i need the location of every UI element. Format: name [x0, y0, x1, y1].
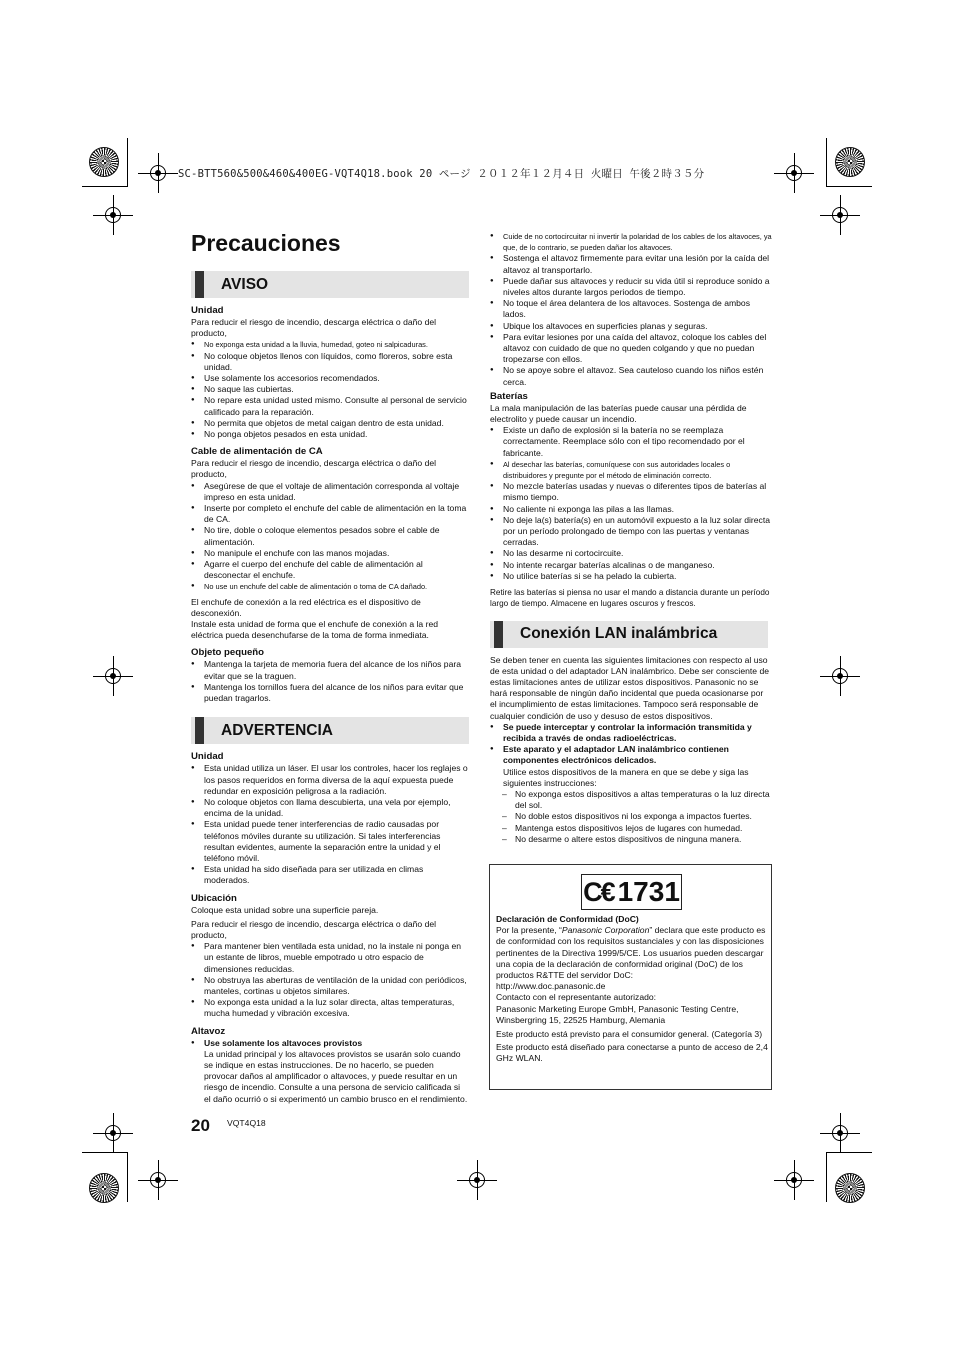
registration-rosette-tr — [835, 147, 865, 177]
section-bar-lan — [490, 621, 768, 648]
list-item: ● Se puede interceptar y controlar la información transmitida y recibida a través de ondas radioeléctricas. — [490, 722, 772, 744]
page-number: 20 — [191, 1116, 210, 1135]
list-item: ● Al desechar las baterías, comuníquese con sus autoridades locales o distribuidores y pregunte por el método de eliminación correcto. — [490, 459, 772, 481]
list-item: ● No mezcle baterías usadas y nuevas o diferentes tipos de baterías al mismo tiempo. — [490, 481, 772, 503]
section-heading: Conexión LAN inalámbrica — [520, 625, 718, 643]
list-item: ● No obstruya las aberturas de ventilación de la unidad con periódicos, manteles, cortinas u objetos similares. — [191, 975, 469, 997]
crosshair-mark — [138, 1160, 178, 1200]
crosshair-mark — [93, 195, 133, 235]
bullet-list — [191, 659, 469, 704]
dash-list — [502, 789, 772, 845]
paragraph: Instale esta unidad de forma que el enchufe de conexión a la red eléctrica pueda desenchufarse de la toma de forma inmediata. — [191, 619, 439, 641]
list-item: ● Este aparato y el adaptador LAN inalámbrico contienen componentes electrónicos delicados. — [490, 744, 772, 766]
ce-icon: C€ — [583, 876, 614, 907]
crosshair-mark — [774, 1160, 814, 1200]
list-item: ● Para mantener bien ventilada esta unidad, no la instale ni ponga en un estante de libros, mueble empotrado u otro espacio de dimensiones reducidas. — [191, 941, 469, 975]
list-item: – Mantenga estos dispositivos lejos de lugares con humedad. — [502, 823, 772, 834]
bullet-list — [490, 231, 772, 388]
list-item: ● No permita que objetos de metal caigan dentro de esta unidad. — [191, 418, 469, 429]
list-item: ● Use solamente los accesorios recomendados. — [191, 373, 469, 384]
trim-line — [826, 1152, 872, 1153]
left-column — [191, 271, 469, 1105]
list-item: ● Asegúrese de que el voltaje de alimentación corresponda al voltaje impreso en esta unidad. — [191, 481, 469, 503]
paragraph: El enchufe de conexión a la red eléctrica es el dispositivo de desconexión. — [191, 596, 421, 618]
list-item: ● No exponga esta unidad a la luz solar directa, altas temperaturas, mucha humedad y vibración excesiva. — [191, 997, 469, 1019]
bullet-list — [191, 1038, 469, 1049]
text-fragment: ” declara que este producto es de conformidad con los requisitos sustanciales y con las disposiciones pertinentes de la Directiva 1999/5/CE. Los usuarios pueden descargar una copia de la declaración de conformidad original (DoC) de los productos R&TTE del servidor DoC: — [496, 925, 766, 981]
subheading: Unidad — [191, 751, 224, 763]
list-item: ● No ponga objetos pesados en esta unidad. — [191, 429, 469, 440]
list-item: ● Puede dañar sus altavoces y reducir su vida útil si reproduce sonido a niveles altos durante largos periodos de tiempo. — [490, 276, 772, 298]
crosshair-mark — [820, 656, 860, 696]
bullet-list — [191, 339, 469, 440]
list-item: ● No toque el área delantera de los altavoces. Sostenga de ambos lados. — [490, 298, 772, 320]
list-item: ● Cuide de no cortocircuitar ni invertir la polaridad de los cables de los altavoces, ya que, de lo contrario, se pueden dañar los altavoces. — [490, 231, 772, 253]
trim-line — [826, 138, 827, 186]
list-item: ● No se apoye sobre el altavoz. Sea cauteloso cuando los niños estén cerca. — [490, 365, 772, 387]
subheading: Ubicación — [191, 892, 237, 904]
list-item: ● No las desarme ni cortocircuite. — [490, 548, 772, 559]
list-item: ● No saque las cubiertas. — [191, 384, 469, 395]
trim-line — [826, 186, 872, 187]
paragraph: Este producto está diseñado para conectarse a punto de acceso de 2,4 GHz WLAN. — [496, 1042, 768, 1064]
list-item: ● No deje la(s) batería(s) en un automóvil expuesto a la luz solar directa por un período prolongado de tiempo con las puertas y ventanas cerradas. — [490, 515, 772, 549]
list-item: ● Use solamente los altavoces provistos — [191, 1038, 469, 1049]
paragraph: Coloque esta unidad sobre una superficie pareja. — [191, 904, 379, 915]
list-item: ● Agarre el cuerpo del enchufe del cable de alimentación al desconectar el enchufe. — [191, 559, 469, 581]
crosshair-mark — [138, 153, 178, 193]
registration-rosette-tl — [89, 147, 119, 177]
bullet-list — [490, 722, 772, 767]
list-item: ● No coloque objetos con llama descubierta, una vela por ejemplo, encima de la unidad. — [191, 797, 469, 819]
crosshair-mark — [93, 1113, 133, 1153]
crosshair-mark — [820, 1113, 860, 1153]
right-column — [490, 231, 772, 845]
bullet-list — [191, 763, 469, 886]
list-item: ● Para evitar lesiones por una caída del altavoz, coloque los cables del altavoz con cuidado de que no queden colgando y que no puedan tropezarse con ellos. — [490, 332, 772, 366]
bullet-list — [191, 941, 469, 1019]
list-item: ● Inserte por completo el enchufe del cable de alimentación en la toma de CA. — [191, 503, 469, 525]
paragraph: Contacto con el representante autorizado: — [496, 992, 657, 1003]
paragraph: Para reducir el riesgo de incendio, descarga eléctrica o daño del producto, — [191, 918, 437, 940]
trim-line — [127, 1152, 128, 1202]
paragraph: La mala manipulación de las baterías puede causar una pérdida de electrolito y puede causar un incendio. — [490, 402, 747, 425]
list-item: ● No use un enchufe del cable de alimentación o toma de CA dañado. — [191, 581, 469, 592]
subheading: Altavoz — [191, 1025, 226, 1037]
section-heading: ADVERTENCIA — [221, 722, 333, 740]
trim-line — [82, 1152, 128, 1153]
ce-number: 1731 — [617, 876, 680, 907]
paragraph: Se deben tener en cuenta las siguientes limitaciones con respecto al uso de esta unidad o del adaptador LAN inalámbrico. Debe ser consciente de estas limitaciones antes de utilizar estos dispositivos. Panasonic no se hará responsable de ningún daño incidental que pueda ocasionarse por el incumplimiento de estas limitaciones. Tampoco será responsable de cualquier condición de uso y desuso de estos dispositivos. — [490, 654, 769, 721]
doc-text — [496, 914, 768, 1065]
crosshair-mark — [820, 195, 860, 235]
paragraph: Para reducir el riesgo de incendio, descarga eléctrica o daño del producto, — [191, 458, 437, 480]
list-item: ● Mantenga los tornillos fuera del alcance de los niños para evitar que puedan tragarlos. — [191, 682, 469, 704]
section-bar-aviso — [191, 271, 469, 298]
list-item: ● Esta unidad puede tener interferencias de radio causadas por teléfonos móviles durante su utilización. Si tales interferencias resultan evidentes, aumente la separación entre la unidad y el teléfono móvil. — [191, 819, 469, 864]
company-name: Panasonic Corporation — [561, 925, 650, 936]
registration-rosette-bl — [89, 1173, 119, 1203]
bullet-list — [490, 425, 772, 582]
list-item: ● Existe un daño de explosión si la batería no se reemplaza correctamente. Reemplace sólo con el tipo recomendado por el fabricante. — [490, 425, 772, 459]
paragraph: Utilice estos dispositivos de la manera en que se debe y siga las siguientes instrucciones: — [503, 766, 749, 788]
subheading: Objeto pequeño — [191, 647, 265, 659]
declaration-of-conformity-box — [489, 864, 772, 1090]
paragraph: Retire las baterías si piensa no usar el mando a distancia durante un período largo de tiempo. Almacene en lugares oscuros y frescos. — [490, 588, 770, 609]
list-item: ● Ubique los altavoces en superficies planas y seguras. — [490, 321, 772, 332]
paragraph: Este producto está previsto para el consumidor general. (Categoría 3) — [496, 1029, 763, 1040]
subheading: Baterías — [490, 390, 528, 402]
list-item: ● No utilice baterías si se ha pelado la cubierta. — [490, 571, 772, 582]
bullet-list — [191, 481, 469, 593]
document-code: VQT4Q18 — [227, 1118, 266, 1128]
doc-title: Declaración de Conformidad (DoC) — [496, 914, 639, 924]
section-heading: AVISO — [221, 275, 269, 293]
subheading: Cable de alimentación de CA — [191, 446, 323, 458]
list-item: ● No caliente ni exponga las pilas a las llamas. — [490, 504, 772, 515]
list-item: ● No coloque objetos llenos con líquidos, como floreros, sobre esta unidad. — [191, 351, 469, 373]
text-fragment: Por la presente, “ — [496, 925, 562, 936]
subheading: Unidad — [191, 305, 224, 316]
book-header-line: SC-BTT560&500&460&400EG-VQT4Q18.book 20 ページ ２０１２年１２月４日 火曜日 午後２時３５分 — [178, 168, 705, 180]
list-item: ● No repare esta unidad usted mismo. Consulte al personal de servicio calificado para la reparación. — [191, 395, 469, 417]
list-item: ● No tire, doble o coloque elementos pesados sobre el cable de alimentación. — [191, 525, 469, 547]
list-item: ● Esta unidad utiliza un láser. El usar los controles, hacer los reglajes o los pasos requeridos en forma diversa de la aquí expuesta puede redundar en exposición peligrosa a la radiación. — [191, 763, 469, 797]
list-item: ● Esta unidad ha sido diseñada para ser utilizada en climas moderados. — [191, 864, 469, 886]
list-item: ● No exponga esta unidad a la lluvia, humedad, goteo ni salpicaduras. — [191, 339, 469, 350]
list-item: ● No intente recargar baterías alcalinas o de manganeso. — [490, 560, 772, 571]
trim-line — [826, 1152, 827, 1202]
crosshair-mark — [457, 1160, 497, 1200]
paragraph: La unidad principal y los altavoces provistos se usarán solo cuando se indique en estas instrucciones. De no hacerlo, se pueden provocar daños al amplificador o altavoces, y puede resultar en un riesgo de incendio. Consulte a una persona de servicio calificada si el daño ocurrió o si experimentó un cambio brusco en el rendimiento. — [204, 1048, 468, 1104]
section-bar-advertencia — [191, 717, 469, 744]
paragraph — [496, 925, 768, 981]
list-item: ● Sostenga el altavoz firmemente para evitar una lesión por la caída del altavoz al transportarlo. — [490, 253, 772, 275]
crosshair-mark — [93, 656, 133, 696]
list-item: – No desarme o altere estos dispositivos de ninguna manera. — [502, 834, 772, 845]
list-item: – No exponga estos dispositivos a altas temperaturas o la luz directa del sol. — [502, 789, 772, 811]
registration-rosette-br — [835, 1173, 865, 1203]
paragraph: Panasonic Marketing Europe GmbH, Panasonic Testing Centre, Winsbergring 15, 22525 Hamburg, Alemania — [496, 1003, 739, 1025]
list-item: ● Mantenga la tarjeta de memoria fuera del alcance de los niños para evitar que se la traguen. — [191, 659, 469, 681]
crosshair-mark — [774, 153, 814, 193]
doc-url: http://www.doc.panasonic.de — [496, 981, 606, 992]
list-item: – No doble estos dispositivos ni los exponga a impactos fuertes. — [502, 811, 772, 822]
paragraph: Para reducir el riesgo de incendio, descarga eléctrica o daño del producto, — [191, 317, 437, 339]
page-title: Precauciones — [191, 230, 341, 256]
trim-line — [127, 138, 128, 186]
ce-mark-1731 — [581, 874, 682, 910]
list-item: ● No manipule el enchufe con las manos mojadas. — [191, 548, 469, 559]
trim-line — [82, 186, 128, 187]
